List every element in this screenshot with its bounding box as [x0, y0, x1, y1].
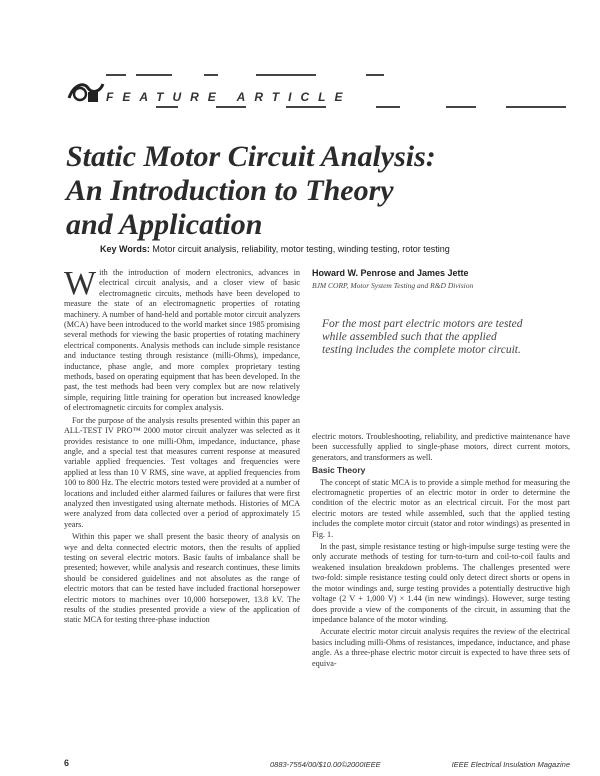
keywords-label: Key Words: [100, 244, 150, 254]
body-paragraph: With the introduction of modern electronics, advances in electrical circuit analysis, and a closer view of basic electromagnetic circuits, methods have been developed to measure the state of an electromagnetic properties of rotating machinery. A number of hand-held and portable motor circuit analyzers (MCA) have been introduced to the world market since 1985 promising several methods for viewing the basic properties of rotating machinery electrical components. Analysis methods can include simple resistance and inductance testing through resistance (milli-Ohms), impedance, inductance, phase angle, and more complex proprietary testing methods, based on operating equipment that has been developed. In the past, the test methods had been very complex but are now relatively simple, requiring little training for operation but increased knowledge of electromagnetic circuits for complex analysis. [64, 268, 300, 413]
decor-rule [376, 106, 400, 108]
body-paragraph: For the purpose of the analysis results presented within this paper an ALL-TEST IV PRO™ 2000 motor circuit analyzer was selected as it provides resistance to one milli-Ohm, impedance, inductance, phase angle, and a special test that measures current response at measured variable applied frequencies. Test voltages and frequencies were applied at less than 10 V RMS, sine wave, at applied frequencies from 100 to 800 Hz. The electric motors tested were provided at a number of locations and included either alarmed failures or failures that were first analyzed then investigated using alternate methods. Histories of MCA were analyzed from data collected over a period of approximately 15 years. [64, 415, 300, 529]
decor-rule [156, 106, 178, 108]
author-names: Howard W. Penrose and James Jette [312, 268, 469, 278]
body-paragraph: In the past, simple resistance testing or high-impulse surge testing were the only accurate methods of testing for turn-to-turn and coil-to-coil faults and weakened insulation breakdown problems. The challenges presented were two-fold: simple resistance testing could only detect direct shorts or opens in the motor windings and, surge testing provides a potentially destructive high voltage (2 V + 1,000 V) × 1.44 (in new windings). However, surge testing does provide a view of the components of the circuit, in assuming that the impedance balance of the motor winding. [312, 542, 570, 624]
decor-rule [256, 74, 316, 76]
decor-rule [506, 106, 566, 108]
author-affiliation: BJM CORP, Motor System Testing and R&D Division [312, 281, 474, 290]
decor-rule [216, 106, 246, 108]
magazine-name: IEEE Electrical Insulation Magazine [451, 760, 570, 769]
body-paragraph: electric motors. Troubleshooting, reliability, and predictive maintenance have been successfully applied to single-phase motors, direct current motors, generators, and transformers as well. [312, 432, 570, 462]
article-title [66, 140, 546, 242]
decor-rule [286, 106, 326, 108]
keywords-text: Motor circuit analysis, reliability, motor testing, winding testing, rotor testing [152, 244, 450, 254]
decor-rule [446, 106, 476, 108]
section-heading: Basic Theory [312, 465, 366, 476]
column-right [312, 432, 570, 737]
title-line: and Application [66, 208, 263, 241]
decor-rule [136, 74, 172, 76]
page-number: 6 [64, 758, 70, 768]
decor-rule [366, 74, 384, 76]
decor-rule [204, 74, 218, 76]
column-left [64, 268, 300, 738]
keywords-line [100, 244, 570, 254]
body-paragraph: Accurate electric motor circuit analysis requires the review of the electrical basics including milli-Ohms of resistances, impedance, inductance, and phase angle. As a three-phase electric motor circuit is expected to have three sets of equiva- [312, 627, 570, 668]
body-paragraph: The concept of static MCA is to provide a simple method for measuring the electromagnetic properties of an electric motor in order to determine the condition of the electric motor as an electrical circuit. For the most part electric motors are tested while assembled, such that the applied testing includes the complete motor circuit (stator and rotor windings) as presented in Fig. 1. [312, 477, 570, 539]
pull-quote: For the most part electric motors are tested while assembled such that the applied testing includes the complete motor circuit. [322, 318, 523, 357]
decor-rule [106, 74, 126, 76]
issn-line: 0883-7554/00/$10.00©2000IEEE [270, 760, 381, 769]
feature-header [66, 70, 586, 110]
title-line: An Introduction to Theory [66, 174, 394, 207]
drop-cap: W [64, 268, 97, 302]
title-line: Static Motor Circuit Analysis: [66, 140, 436, 173]
ieee-logo-icon [66, 78, 106, 106]
body-paragraph: Within this paper we shall present the basic theory of analysis on wye and delta connected electric motors, then the results of applied testing on several electric motors. Basic faults of imbalance shall be presented; however, while analysis and research continues, these limits should be considered guidelines and not absolutes as the range of electric motors that can be tested have included fractional horsepower electric motors to machines over 10,000 horsepower, 13.8 kV. The results of the studies presented provide a view of the application of static MCA for testing three-phase induction [64, 532, 300, 625]
section-label: FEATURE ARTICLE [106, 90, 352, 104]
